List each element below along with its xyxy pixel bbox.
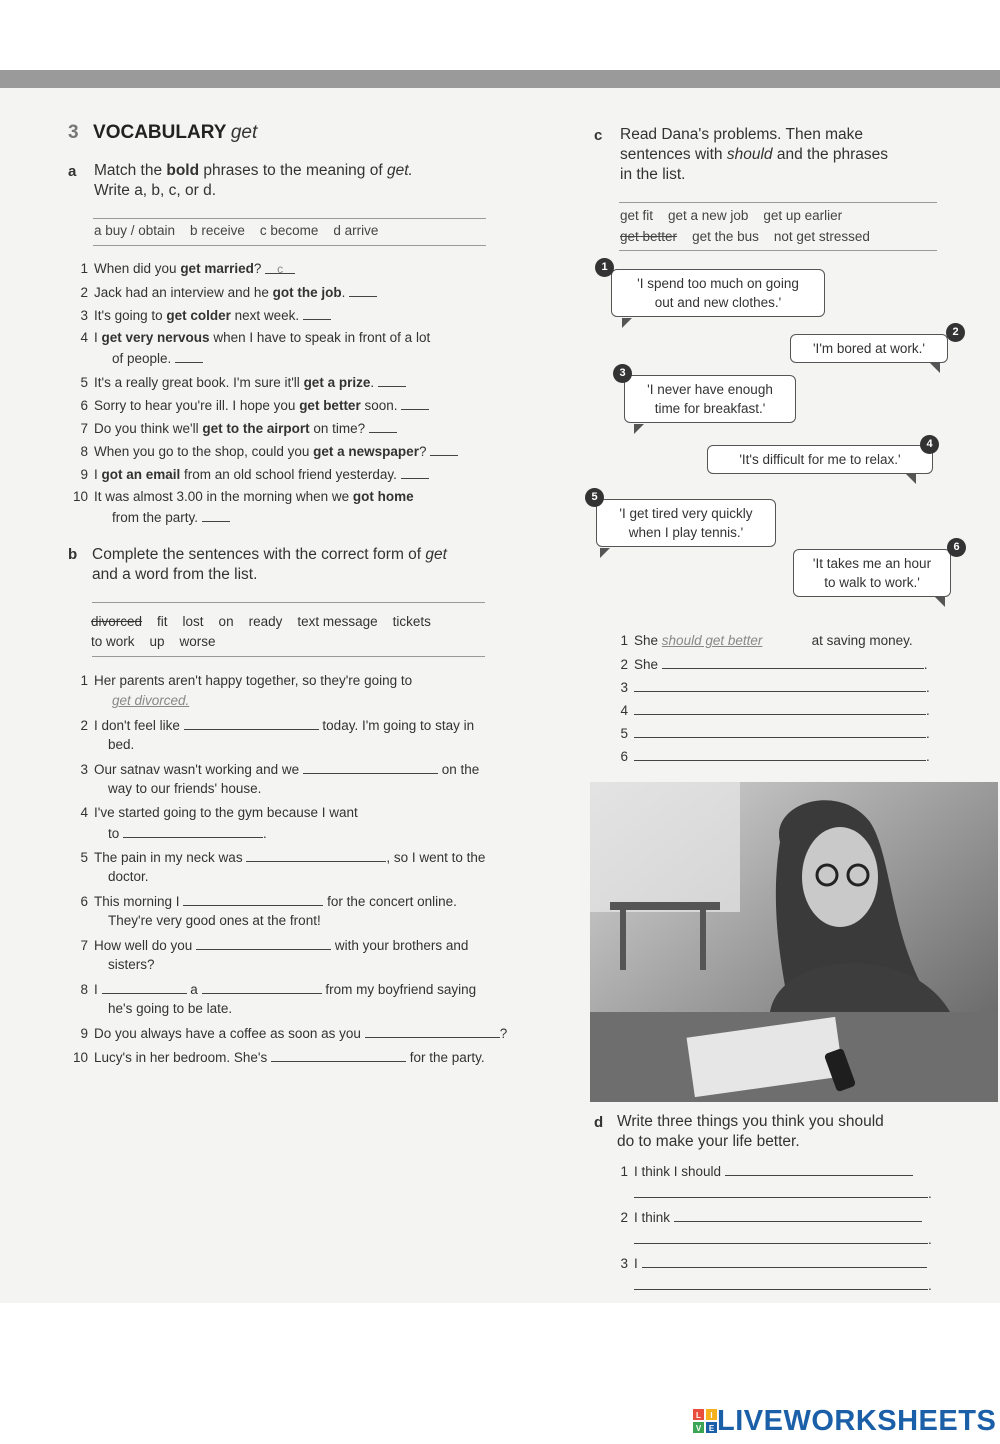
list-item-continuation: They're very good ones at the front! — [108, 913, 321, 928]
item-number: 4 — [80, 805, 88, 820]
word-list-struck: divorced — [91, 614, 143, 629]
item-text: Jack had an interview and he — [94, 285, 273, 300]
list-item-continuation — [70, 348, 540, 372]
liveworksheets-logo — [693, 1404, 996, 1438]
item-number: 2 — [620, 1210, 628, 1225]
item-bold: get a newspaper — [313, 444, 419, 459]
item-bold: got home — [352, 489, 414, 504]
list-item — [70, 979, 560, 999]
list-item-continuation: way to our friends' house. — [108, 781, 262, 796]
item-bold: get colder — [166, 308, 231, 323]
logo-icon-letter: V — [695, 1424, 702, 1433]
scan-top-edge — [0, 70, 1000, 88]
instr-word: should — [726, 146, 773, 163]
list-item — [70, 891, 560, 911]
list-item — [70, 395, 540, 418]
bubble-tail — [622, 318, 632, 328]
part-c-instructions — [620, 125, 950, 185]
instr-text: Complete the sentences with the correct form of — [92, 546, 422, 563]
answer-line — [610, 631, 940, 654]
logo-text: LIVEWORKSHEETS — [717, 1404, 997, 1437]
answer-input[interactable] — [196, 935, 331, 950]
answer-input[interactable] — [378, 372, 406, 387]
answer-input[interactable] — [183, 891, 323, 906]
answer-input[interactable] — [175, 348, 203, 363]
item-bold: get a prize — [303, 375, 371, 390]
item-text: ? — [499, 1026, 508, 1041]
list-item-continuation: to . — [70, 823, 560, 847]
answer-input[interactable] — [634, 1275, 928, 1290]
speech-bubble-6 — [793, 549, 951, 597]
part-c-list-2 — [620, 227, 870, 247]
bubble-text: when I play tennis.' — [628, 525, 744, 540]
answer-line — [610, 1253, 940, 1275]
item-number: 4 — [80, 330, 88, 345]
speech-bubble-2 — [790, 334, 948, 363]
bubble-text: 'I'm bored at work.' — [812, 341, 926, 356]
list-item-continuation: he's going to be late. — [108, 1001, 233, 1016]
list-item — [70, 1023, 560, 1047]
item-text: How well do you — [94, 938, 193, 953]
bubble-number-badge: 6 — [947, 538, 966, 557]
item-text: It was almost 3.00 in the morning when we — [94, 489, 353, 504]
item-text: Our satnav wasn't working and we — [94, 762, 300, 777]
bubble-text: 'I spend too much on going — [637, 276, 799, 291]
answer-input[interactable]: c — [265, 259, 295, 274]
bubble-text: 'I never have enough — [647, 382, 773, 397]
item-text: next week. — [230, 308, 300, 323]
bubble-tail — [930, 363, 940, 373]
item-text: a — [190, 982, 198, 997]
answer-line: 3 . — [610, 677, 940, 700]
logo-icon-letter: E — [708, 1424, 715, 1433]
answer-input[interactable] — [634, 723, 926, 738]
bubble-text: to walk to work.' — [824, 575, 920, 590]
list-item — [70, 259, 540, 282]
word-list-line: fit lost on ready text message tickets — [157, 614, 431, 629]
instr-text: Match the — [94, 162, 163, 179]
item-text: I — [634, 1256, 638, 1271]
item-number: 8 — [80, 444, 88, 459]
part-b-word-list-2: to work up worse — [91, 634, 216, 649]
item-text: This morning I — [94, 894, 180, 909]
item-text: today. I'm going to stay in — [322, 718, 475, 733]
item-text: Lucy's in her bedroom. She's — [94, 1050, 268, 1065]
speech-bubble-4 — [707, 445, 933, 474]
list-item — [70, 441, 540, 464]
part-c-letter: c — [594, 127, 603, 144]
item-text: at saving money. — [811, 633, 913, 648]
answer-input[interactable] — [430, 441, 458, 456]
answer-input[interactable] — [634, 1183, 928, 1198]
answer-input[interactable] — [271, 1047, 406, 1062]
list-item-continuation: sisters? — [108, 957, 155, 972]
instr-text: Write three things you think you should — [617, 1113, 884, 1130]
item-number: 1 — [80, 261, 88, 276]
logo-icon-letter: L — [696, 1411, 701, 1420]
item-text: . — [341, 285, 346, 300]
example-answer: get divorced. — [112, 693, 190, 708]
divider — [93, 245, 486, 246]
answer-input[interactable] — [634, 746, 926, 761]
instr-word: get. — [386, 162, 413, 179]
instr-bold: bold — [166, 162, 200, 179]
item-number: 9 — [80, 467, 88, 482]
part-a-letter: a — [68, 163, 77, 180]
answer-line-continuation: . — [610, 1229, 940, 1253]
answer-input[interactable] — [303, 305, 331, 320]
bubble-tail — [634, 424, 644, 434]
section-title: VOCABULARY — [93, 122, 227, 143]
item-number: 1 — [620, 633, 628, 648]
answer-input[interactable] — [662, 654, 924, 669]
item-number: 4 — [620, 703, 628, 718]
item-text: I — [94, 982, 98, 997]
item-text: ? — [418, 444, 427, 459]
divider — [92, 602, 485, 603]
answer-input[interactable] — [102, 979, 187, 994]
divider — [92, 656, 485, 657]
divider — [93, 218, 486, 219]
item-text: . — [370, 375, 375, 390]
list-item — [70, 1047, 560, 1071]
bubble-text: 'It's difficult for me to relax.' — [739, 452, 901, 467]
item-number: 1 — [620, 1164, 628, 1179]
answer-input[interactable] — [634, 1229, 928, 1244]
bubble-text: time for breakfast.' — [654, 401, 766, 416]
item-number: 10 — [72, 1050, 88, 1065]
answer-line: 6 . — [610, 746, 940, 769]
answer-line-continuation: . — [610, 1275, 940, 1299]
part-b-word-list — [91, 612, 431, 632]
bubble-number-badge: 5 — [585, 488, 604, 507]
instr-text: phrases to the meaning of — [203, 162, 383, 179]
item-text: I think — [634, 1210, 671, 1225]
item-bold: get married — [180, 261, 254, 276]
item-text: from an old school friend yesterday. — [180, 467, 397, 482]
instr-text: Read Dana's problems. Then make — [620, 126, 864, 143]
bubble-text: 'It takes me an hour — [812, 556, 932, 571]
instr-text: Write a, b, c, or d. — [94, 182, 217, 199]
divider — [619, 250, 937, 251]
part-c-list-1: get fit get a new job get up earlier — [620, 208, 843, 223]
item-bold: got an email — [101, 467, 181, 482]
item-number: 3 — [620, 1256, 628, 1271]
answer-input[interactable] — [725, 1161, 913, 1176]
item-text: on time? — [309, 421, 366, 436]
bubble-text: 'I get tired very quickly — [619, 506, 753, 521]
instr-text: in the list. — [620, 166, 686, 183]
answer-input[interactable] — [674, 1207, 922, 1222]
list-item-continuation: bed. — [108, 737, 135, 752]
item-text: I — [94, 330, 102, 345]
part-b-questions — [70, 671, 560, 1071]
photo-woman-thinking — [590, 782, 998, 1102]
item-text: When you go to the shop, could you — [94, 444, 314, 459]
liveworksheets-logo-icon — [693, 1409, 717, 1433]
item-number: 3 — [80, 308, 88, 323]
answer-input[interactable] — [634, 677, 926, 692]
list-item — [70, 487, 540, 507]
part-b-letter: b — [68, 546, 78, 563]
item-number: 3 — [620, 680, 628, 695]
answer-input[interactable] — [369, 418, 397, 433]
item-text: , so I went to the — [386, 850, 486, 865]
section-title-word: get — [230, 122, 258, 143]
item-text: It's a really great book. I'm sure it'll — [94, 375, 304, 390]
instr-text: and the phrases — [776, 146, 889, 163]
item-bold: get to the airport — [202, 421, 310, 436]
list-item — [70, 464, 540, 487]
item-text: to — [108, 826, 120, 841]
list-item-continuation: doctor. — [108, 869, 149, 884]
item-text: for the party. — [409, 1050, 485, 1065]
bubble-text: out and new clothes.' — [654, 295, 782, 310]
answer-input[interactable] — [634, 700, 926, 715]
item-text: from the party. — [112, 510, 199, 525]
answer-input[interactable] — [401, 395, 429, 410]
section-number: 3 — [68, 122, 79, 143]
logo-icon-letter: I — [710, 1411, 713, 1420]
item-bold: got the job — [272, 285, 342, 300]
item-number: 8 — [80, 982, 88, 997]
bubble-tail — [935, 597, 945, 607]
item-number: 5 — [80, 375, 88, 390]
item-text: I don't feel like — [94, 718, 180, 733]
list-item — [70, 328, 540, 348]
list-item — [70, 935, 560, 955]
speech-bubble-3 — [624, 375, 796, 423]
answer-input[interactable] — [365, 1023, 500, 1038]
item-text: Her parents aren't happy together, so they're going to — [94, 673, 413, 688]
item-text: Do you think we'll — [94, 421, 203, 436]
answer-line: 4 . — [610, 700, 940, 723]
part-a-options: a buy / obtain b receive c become d arrive — [94, 223, 379, 238]
item-text: ? — [253, 261, 262, 276]
photo-illustration — [590, 782, 998, 1102]
list-item — [70, 759, 560, 779]
item-number: 7 — [80, 421, 88, 436]
speech-bubble-1 — [611, 269, 825, 317]
item-bold: get very nervous — [101, 330, 210, 345]
item-text: on the — [441, 762, 480, 777]
word-list-struck: get better — [620, 229, 678, 244]
answer-input[interactable] — [303, 759, 438, 774]
list-item — [70, 282, 540, 305]
list-item — [70, 372, 540, 395]
bubble-number-badge: 2 — [946, 323, 965, 342]
item-number: 6 — [80, 398, 88, 413]
answer-input[interactable] — [123, 823, 263, 838]
item-number: 2 — [620, 657, 628, 672]
item-number: 9 — [80, 1026, 88, 1041]
section-heading — [68, 122, 257, 144]
item-number: 5 — [620, 726, 628, 741]
item-text: She — [634, 657, 659, 672]
item-number: 2 — [80, 718, 88, 733]
answer-line — [610, 1161, 940, 1183]
instr-text: do to make your life better. — [617, 1133, 800, 1150]
answer-line: 5 . — [610, 723, 940, 746]
answer-input[interactable] — [349, 282, 377, 297]
item-bold: get better — [299, 398, 361, 413]
part-c-answers — [610, 631, 940, 769]
list-item — [70, 305, 540, 328]
item-text: of people. — [112, 351, 172, 366]
item-text: Sorry to hear you're ill. I hope you — [94, 398, 300, 413]
list-item-continuation — [70, 691, 560, 715]
part-a-instructions — [94, 161, 534, 201]
item-text: It's going to — [94, 308, 167, 323]
item-text: I — [94, 467, 102, 482]
bubble-number-badge: 3 — [613, 364, 632, 383]
item-text: with your brothers and — [334, 938, 469, 953]
item-text: when I have to speak in front of a lot — [209, 330, 431, 345]
answer-input[interactable] — [401, 464, 429, 479]
item-number: 6 — [80, 894, 88, 909]
item-number: 1 — [80, 673, 88, 688]
answer-input[interactable] — [202, 979, 322, 994]
item-number: 6 — [620, 749, 628, 764]
list-item — [70, 803, 560, 823]
list-item — [70, 847, 560, 867]
part-a-questions — [70, 259, 540, 529]
item-text: from my boyfriend saying — [325, 982, 477, 997]
part-b-instructions — [92, 545, 532, 585]
item-text: soon. — [360, 398, 398, 413]
word-list-line: get the bus not get stressed — [692, 229, 870, 244]
bubble-tail — [906, 474, 916, 484]
item-number: 3 — [80, 762, 88, 777]
answer-input[interactable] — [184, 715, 319, 730]
example-answer: should get better — [661, 633, 763, 648]
instr-text: and a word from the list. — [92, 566, 258, 583]
answer-input[interactable] — [246, 847, 386, 862]
list-item — [70, 418, 540, 441]
instr-text: sentences with — [620, 146, 723, 163]
divider — [619, 202, 937, 203]
part-d-letter: d — [594, 1114, 604, 1131]
item-number: 7 — [80, 938, 88, 953]
list-item-continuation — [70, 507, 540, 529]
item-text: I've started going to the gym because I want — [94, 805, 358, 820]
list-item — [70, 715, 560, 735]
item-text: Do you always have a coffee as soon as you — [94, 1026, 361, 1041]
item-number: 10 — [72, 489, 88, 504]
answer-line: 2 She . — [610, 654, 940, 677]
item-number: 5 — [80, 850, 88, 865]
part-d-instructions — [617, 1112, 947, 1152]
item-text: I think I should — [634, 1164, 722, 1179]
bubble-number-badge: 1 — [595, 258, 614, 277]
item-text: She — [634, 633, 659, 648]
bubble-number-badge: 4 — [920, 435, 939, 454]
list-item — [70, 671, 560, 691]
item-number: 2 — [80, 285, 88, 300]
item-text: When did you — [94, 261, 181, 276]
speech-bubble-5 — [596, 499, 776, 547]
item-text: for the concert online. — [327, 894, 457, 909]
answer-input[interactable] — [642, 1253, 927, 1268]
instr-word: get — [425, 546, 447, 563]
item-text: The pain in my neck was — [94, 850, 243, 865]
part-d-answers — [610, 1161, 940, 1299]
answer-input[interactable] — [202, 507, 230, 522]
bubble-tail — [600, 548, 610, 558]
answer-line — [610, 1207, 940, 1229]
answer-line-continuation: . — [610, 1183, 940, 1207]
